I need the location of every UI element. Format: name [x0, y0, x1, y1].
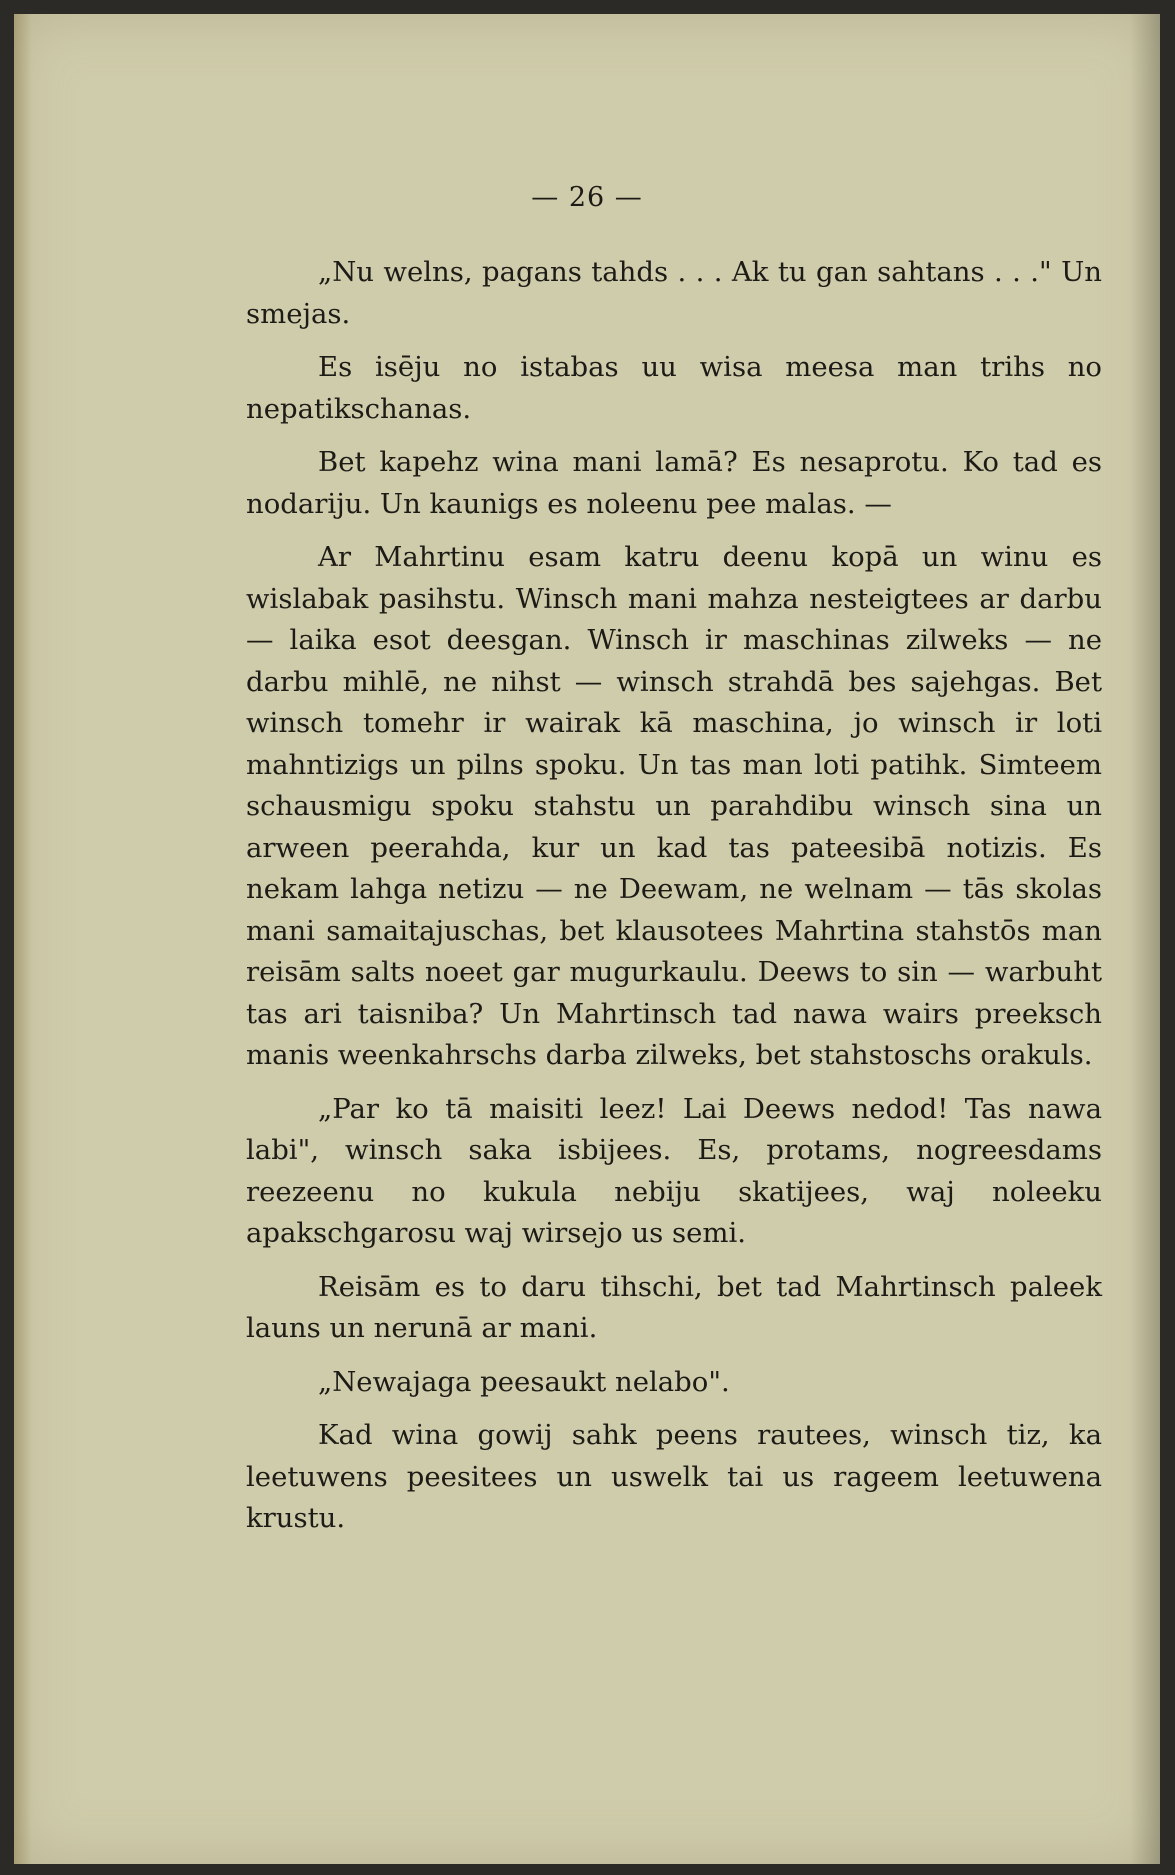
page-number: — 26 — [531, 182, 643, 213]
paragraph: Ar Mahrtinu esam katru deenu kopā un winu es wislabak pasihstu. Winsch mani mahza nesteigtees ar darbu — laika esot deesgan. Winsch ir maschinas zilweks — ne darbu mihlē, ne nihst — winsch strahdā bes sajehgas. Bet winsch tomehr ir wairak kā maschina, jo winsch ir loti mahntizigs un pilns spoku. Un tas man loti patihk. Simteem schausmigu spoku stahstu un parahdibu winsch sina un arween peerahda, kur un kad tas pateesibā notizis. Es nekam lahga netizu — ne Deewam, ne welnam — tās skolas mani samaitajuschas, bet klausotees Mahrtina stahstōs man reisām salts noeet gar mugurkaulu. Deews to sin — warbuht tas ari taisniba? Un Mahrtinsch tad nawa wairs preeksch manis weenkahrschs darba zilweks, bet stahstoschs orakuls. [246, 541, 1102, 1071]
paragraph: „Par ko tā maisiti leez! Lai Deews nedod! Tas nawa labi", winsch saka isbijees. Es, protams, nogreesdams reezeenu no kukula nebiju skatijees, waj noleeku apakschgarosu waj wirsejo us semi. [246, 1092, 1102, 1249]
book-page [14, 14, 1160, 1864]
paragraph: Es isēju no istabas uu wisa meesa man trihs no nepatikschanas. [246, 351, 1102, 425]
paragraph: „Nu welns, pagans tahds . . . Ak tu gan sahtans . . ." Un smejas. [246, 256, 1102, 330]
body-text [246, 252, 1102, 1540]
paragraph: Bet kapehz wina mani lamā? Es nesaprotu. Ko tad es nodariju. Un kaunigs es noleenu pee malas. — [246, 446, 1102, 520]
paragraph: Reisām es to daru tihschi, bet tad Mahrtinsch paleek launs un nerunā ar mani. [246, 1270, 1102, 1344]
paragraph: „Newajaga peesaukt nelabo". [318, 1365, 730, 1398]
paragraph: Kad wina gowij sahk peens rautees, winsch tiz, ka leetuwens peesitees un uswelk tai us rageem leetuwena krustu. [246, 1419, 1102, 1534]
